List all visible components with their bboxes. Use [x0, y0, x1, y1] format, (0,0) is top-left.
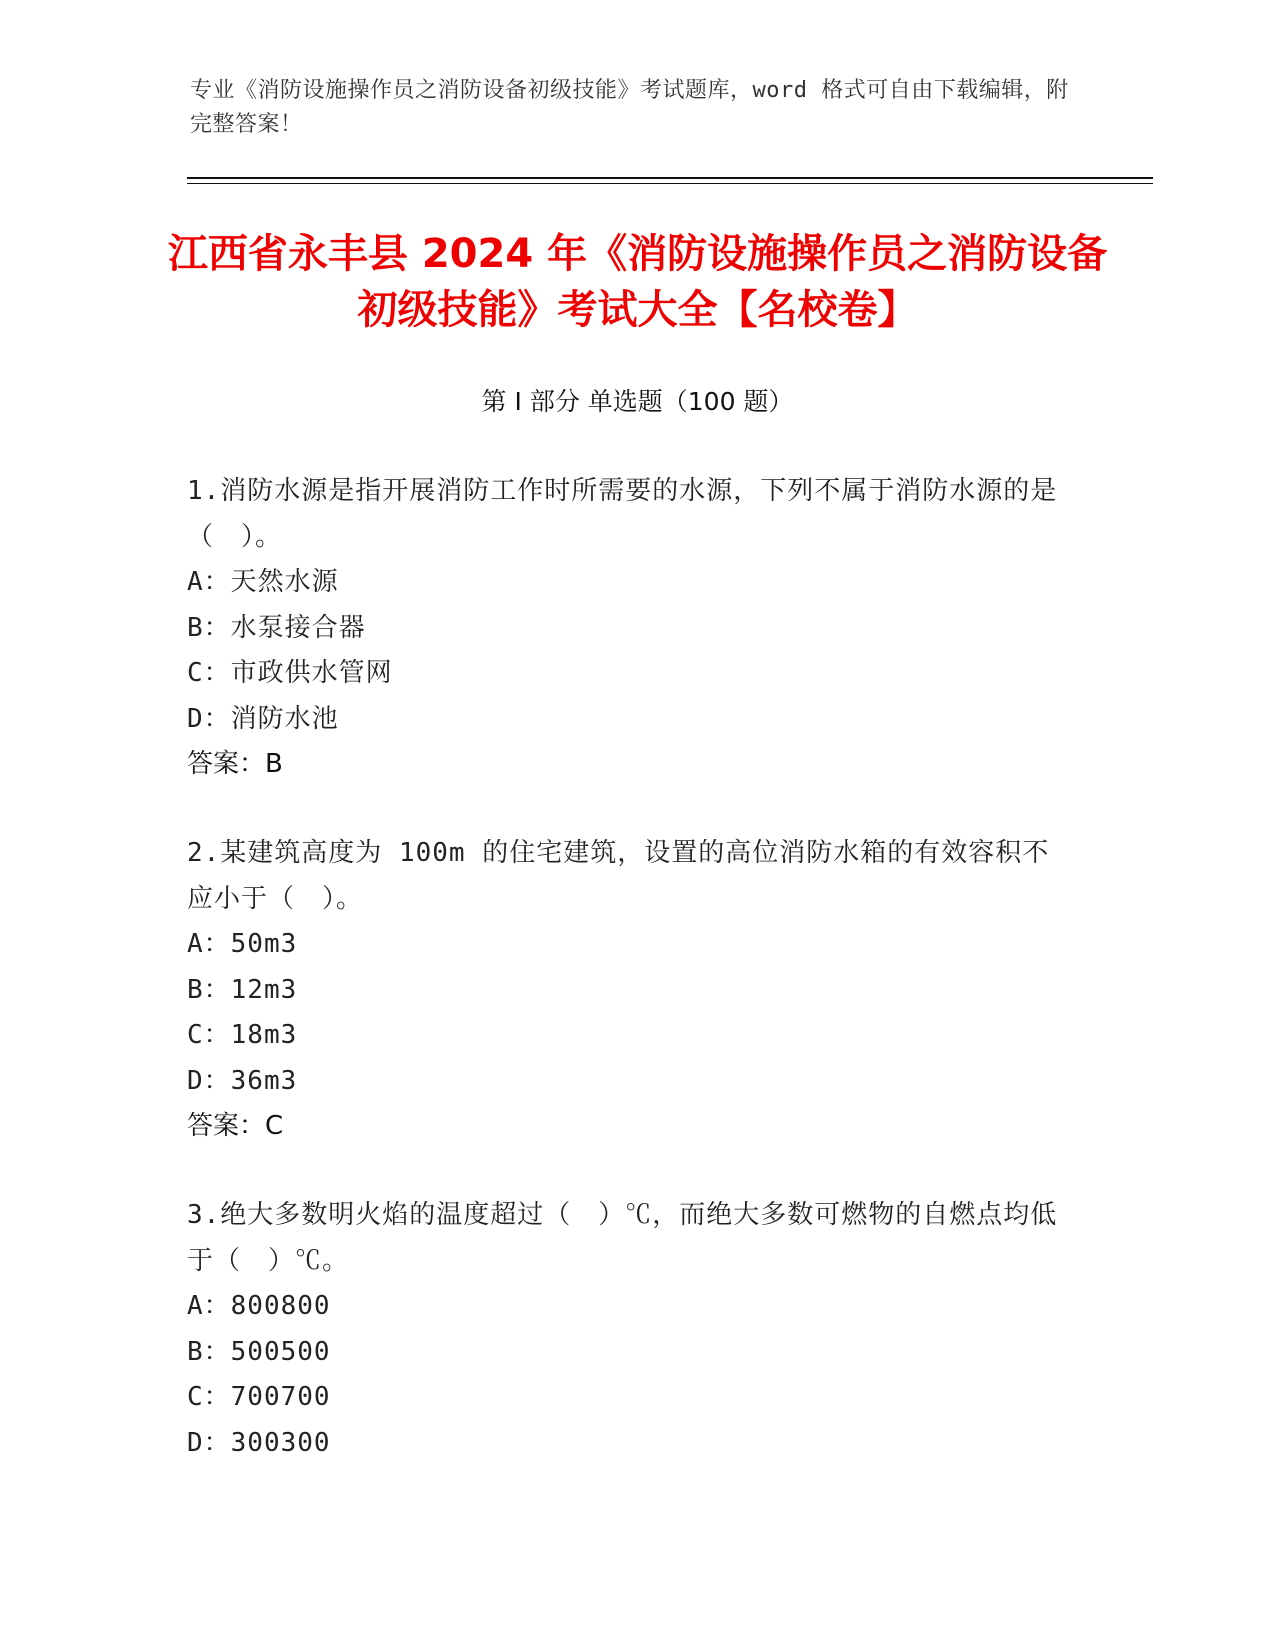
option-b: B：500500: [187, 1336, 331, 1367]
section-heading: 第 I 部分 单选题（100 题）: [481, 387, 794, 416]
question-stem: 2.某建筑高度为 100m 的住宅建筑，设置的高位消防水箱的有效容积不应小于（ ）。: [187, 838, 1050, 914]
question-1: [187, 468, 1067, 788]
header-rule-thin: [187, 183, 1153, 184]
question-stem: 1.消防水源是指开展消防工作时所需要的水源，下列不属于消防水源的是（ ）。: [187, 476, 1058, 552]
option-c: C：18m3: [187, 1020, 298, 1050]
question-3: [187, 1192, 1067, 1466]
option-d: D：300300: [187, 1427, 331, 1458]
question-stem: 3.绝大多数明火焰的温度超过（ ）℃，而绝大多数可燃物的自燃点均低于（ ）℃。: [187, 1200, 1058, 1276]
header-rule-thick: [187, 177, 1153, 179]
option-b: B：12m3: [187, 974, 298, 1005]
document-title: 江西省永丰县 2024 年《消防设施操作员之消防设备初级技能》考试大全【名校卷】: [167, 231, 1108, 333]
option-d: D：消防水池: [187, 703, 339, 734]
header-note: 专业《消防设施操作员之消防设备初级技能》考试题库，word 格式可自由下载编辑，附完整答案！: [190, 78, 1069, 137]
option-b: B：水泵接合器: [187, 612, 366, 643]
option-c: C：700700: [187, 1382, 331, 1412]
option-c: C：市政供水管网: [187, 658, 393, 688]
option-d: D：36m3: [187, 1065, 298, 1096]
option-a: A：50m3: [187, 929, 298, 959]
option-a: A：800800: [187, 1291, 331, 1321]
question-2: [187, 830, 1067, 1150]
option-a: A：天然水源: [187, 567, 339, 597]
answer-line: 答案：C: [187, 1111, 284, 1141]
answer-line: 答案：B: [187, 749, 283, 779]
